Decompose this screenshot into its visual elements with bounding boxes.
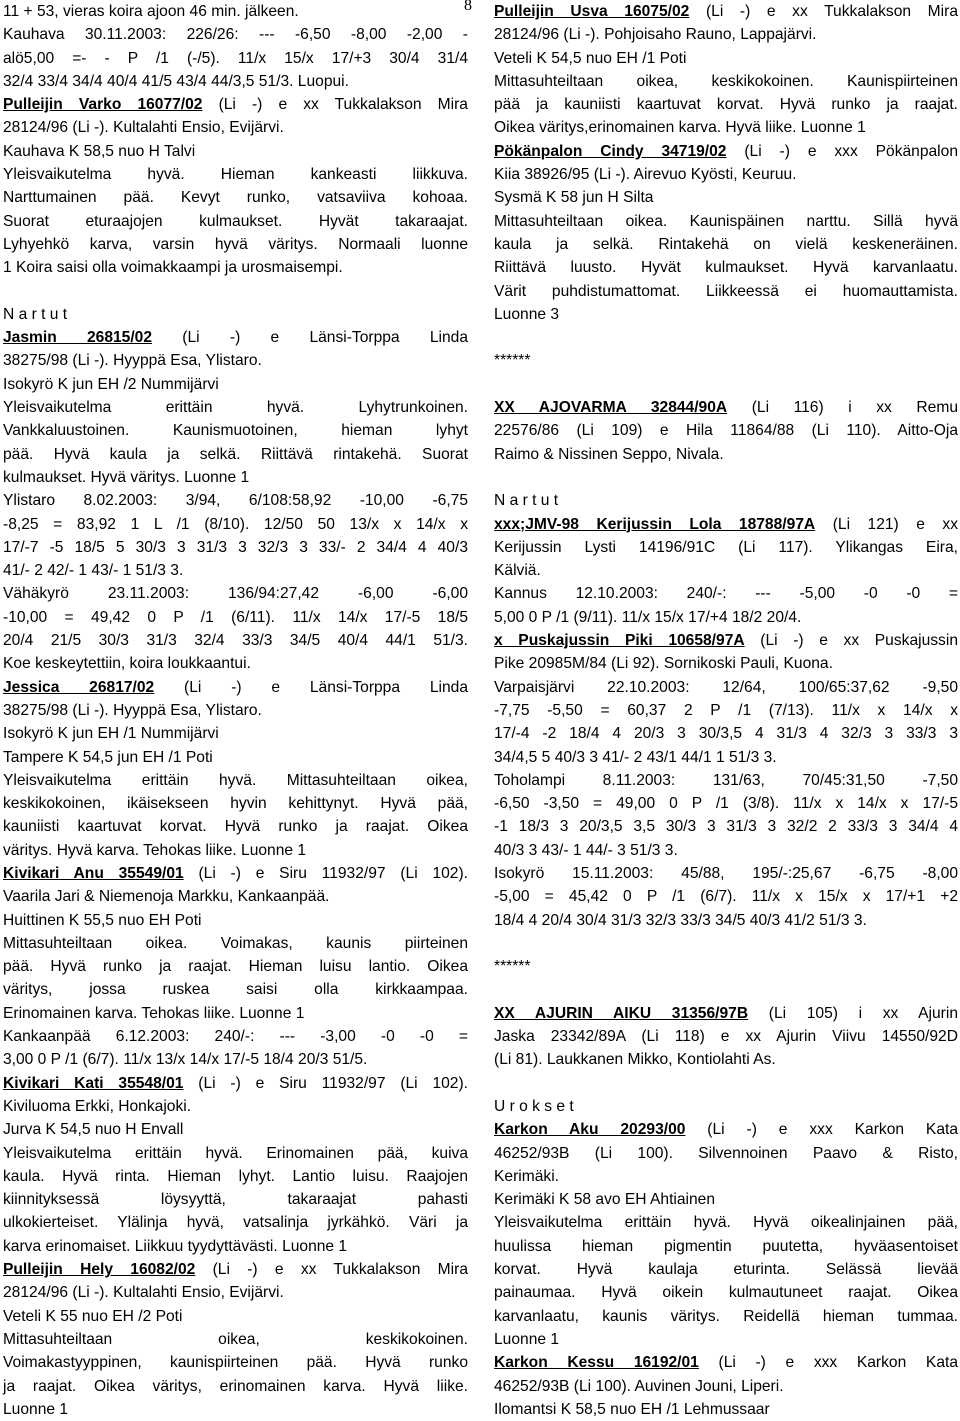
text-line: Yleisvaikutelma erittäin hyvä. Hyvä oikealinjainen pää,	[494, 1214, 958, 1232]
text-line: Erinomainen karva. Tehokas liike. Luonne 1	[3, 1004, 305, 1022]
text-line: Mittasuhteiltaan oikea, keskikokoinen.	[3, 1330, 468, 1348]
text-line	[494, 629, 958, 652]
dog-details: (Li -) e Länsi-Torppa Linda	[154, 678, 468, 696]
text-line: 17/-7 -5 18/5 5 30/3 3 31/3 3 32/3 3 33/- 2 34/4 4 40/3	[3, 538, 468, 556]
text-line: väritys, jossa ruskea saisi olla kirkkaampaa.	[3, 981, 468, 999]
text-line: ******	[494, 352, 531, 370]
dog-name: x Puskajussin Piki 10658/97A	[494, 632, 745, 650]
text-line: väritys. Hyvä karva. Tehokas liike. Luonne 1	[3, 841, 307, 859]
text-line: pää. Hyvä kaula ja selkä. Riittävä rintakehä. Suorat	[3, 445, 468, 463]
dog-name: XX AJOVARMA 32844/90A	[494, 399, 728, 417]
text-line: Oikea väritys,erinomainen karva. Hyvä liike. Luonne 1	[494, 119, 866, 137]
text-line: -7,75 -5,50 = 60,37 2 P /1 (7/13). 11/x x 14/x x	[494, 701, 958, 719]
blank-line	[494, 978, 958, 1001]
page-number: 8	[464, 0, 472, 14]
text-line: Huittinen K 55,5 nuo EH Poti	[3, 911, 202, 929]
text-line: Varpaisjärvi 22.10.2003: 12/64, 100/65:37,62 -9,50	[494, 678, 958, 696]
dog-details: (Li 116) i xx Remu	[727, 399, 958, 417]
text-line: -10,00 = 49,42 0 P /1 (6/11). 11/x 14/x 17/-5 18/5	[3, 608, 468, 626]
text-line: Riittävä luusto. Hyvät kulmaukset. Hyvä karvanlaatu.	[494, 259, 958, 277]
text-line: 32/4 33/4 34/4 40/4 41/5 43/4 44/3,5 51/3. Luopui.	[3, 72, 349, 90]
text-line: Vaarila Jari & Niemenoja Markku, Kankaanpää.	[3, 888, 330, 906]
text-line: Koe keskeytettiin, koira loukkaantui.	[3, 655, 251, 673]
text-line: Kankaanpää 6.12.2003: 240/-: --- -3,00 -0 -0 =	[3, 1028, 468, 1046]
text-line: 1 Koira saisi olla voimakkaampi ja urosmaisempi.	[3, 259, 343, 277]
text-line: N a r t u t	[494, 492, 559, 510]
dog-name: Kivikari Kati 35548/01	[3, 1074, 184, 1092]
text-line: 18/4 4 20/4 30/4 31/3 32/3 33/3 34/5 40/3 41/2 51/3 3.	[494, 911, 867, 929]
dog-details: (Li -) e xxx Karkon Kata	[685, 1121, 958, 1139]
text-line	[3, 1258, 468, 1281]
text-line: Vähäkyrö 23.11.2003: 136/94:27,42 -6,00 -6,00	[3, 585, 468, 603]
dog-name: Karkon Kessu 16192/01	[494, 1354, 699, 1372]
text-line: keskikokoinen, ikäisekseen hyvin kehittynyt. Hyvä pää,	[3, 795, 468, 813]
dog-details: (Li -) e xx Tukkalakson Mira	[689, 3, 958, 20]
text-line: 11 + 53, vieras koira ajoon 46 min. jälkeen.	[3, 3, 299, 20]
text-line: ulkokierteiset. Ylälinja hyvä, vatsalinja jyrkähkö. Väri ja	[3, 1214, 468, 1232]
text-line: Värit puhdistumattomat. Liikkeessä ei huomauttamista.	[494, 282, 958, 300]
text-line: 38275/98 (Li -). Hyyppä Esa, Ylistaro.	[3, 352, 262, 370]
text-line: 20/4 21/5 30/3 31/3 32/4 33/3 34/5 40/4 44/1 51/3.	[3, 632, 468, 650]
text-line: Narttumainen pää. Kevyt runko, vatsaviiva kohoaa.	[3, 189, 468, 207]
text-line: -8,25 = 83,92 1 L /1 (8/10). 12/50 50 13/x x 14/x x	[3, 515, 468, 533]
text-line	[494, 1118, 958, 1141]
dog-details: (Li 121) e xx	[815, 515, 958, 533]
text-line: 46252/93B (Li 100). Auvinen Jouni, Liperi.	[494, 1377, 784, 1395]
dog-details: (Li -) e xxx Karkon Kata	[698, 1354, 958, 1372]
text-line: Kiviluoma Erkki, Honkajoki.	[3, 1097, 192, 1115]
text-line	[494, 396, 958, 419]
dog-name: Karkon Aku 20293/00	[494, 1121, 686, 1139]
text-line: Luonne 3	[494, 305, 560, 323]
text-line: Jurva K 54,5 nuo H Envall	[3, 1121, 184, 1139]
text-line: -6,50 -3,50 = 49,00 0 P /1 (3/8). 11/x x 14/x x 17/-5	[494, 795, 958, 813]
blank-line	[494, 466, 958, 489]
text-line	[3, 676, 468, 699]
dog-name: Jasmin 26815/02	[3, 329, 153, 347]
text-line: 38275/98 (Li -). Hyyppä Esa, Ylistaro.	[3, 701, 262, 719]
text-line: N a r t u t	[3, 305, 68, 323]
text-line: 28124/96 (Li -). Kultalahti Ensio, Evijärvi.	[3, 119, 284, 137]
text-line: Ilomantsi K 58,5 nuo EH /1 Lehmussaar	[494, 1400, 770, 1418]
text-line: Kerimäki K 58 avo EH Ahtiainen	[494, 1191, 716, 1209]
text-line: Kiia 38926/95 (Li -). Airevuo Kyösti, Keuruu.	[494, 166, 797, 184]
text-line: painaumaa. Hyvä oikein kulmautuneet raajat. Oikea	[494, 1284, 958, 1302]
text-line: Toholampi 8.11.2003: 131/63, 70/45:31,50 -7,50	[494, 771, 958, 789]
text-line: Luonne 1	[3, 1400, 69, 1418]
text-line: kiinnityksessä löysyyttä, takaraajat pahasti	[3, 1191, 468, 1209]
blank-line	[494, 326, 958, 349]
text-line	[494, 1002, 958, 1025]
blank-line	[3, 280, 468, 303]
text-line: 22576/86 (Li 109) e Hila 11864/88 (Li 110). Aitto-Oja	[494, 422, 958, 440]
text-line: kaula ja selkä. Rintakehä on vielä keskeneräinen.	[494, 235, 958, 253]
text-line: Suorat eturaajojen kulmaukset. Hyvät takaraajat.	[3, 212, 468, 230]
text-line: Yleisvaikutelma hyvä. Hieman kankeasti liikkuva.	[3, 166, 468, 184]
text-line: 17/-4 -2 18/4 4 20/3 3 30/3,5 4 31/3 4 32/3 3 33/3 3	[494, 725, 958, 743]
text-line: Mittasuhteiltaan oikea. Kaunispäinen narttu. Sillä hyvä	[494, 212, 958, 230]
text-line: 34/4,5 5 40/3 3 41/- 2 43/1 44/1 1 51/3 3.	[494, 748, 777, 766]
dog-details: (Li -) e Siru 11932/97 (Li 102).	[183, 1074, 468, 1092]
text-line	[3, 1072, 468, 1095]
dog-name: XX AJURIN AIKU 31356/97B	[494, 1004, 749, 1022]
text-line: Voimakastyyppinen, kaunispiirteinen pää. Hyvä runko	[3, 1354, 468, 1372]
dog-name: Pulleijin Hely 16082/02	[3, 1261, 196, 1279]
text-line: Pike 20985M/84 (Li 92). Sornikoski Pauli, Kuona.	[494, 655, 833, 673]
text-line: -5,00 = 45,42 0 P /1 (6/7). 11/x x 15/x x 17/+1 +2	[494, 888, 958, 906]
text-line: Isokyrö K jun EH /2 Nummijärvi	[3, 375, 219, 393]
right-column	[494, 0, 958, 1421]
dog-name: Pulleijin Varko 16077/02	[3, 96, 203, 114]
text-line	[3, 93, 468, 116]
text-line: Yleisvaikutelma erittäin hyvä. Mittasuhteiltaan oikea,	[3, 771, 468, 789]
text-line: U r o k s e t	[494, 1097, 574, 1115]
text-line: Veteli K 54,5 nuo EH /1 Poti	[494, 49, 687, 67]
text-line	[494, 513, 958, 536]
text-line: huulissa hieman pigmentin puutetta, hyväasentoiset	[494, 1237, 958, 1255]
text-line: Kauhava K 58,5 nuo H Talvi	[3, 142, 196, 160]
text-line: alö5,00 =- - P /1 (-/5). 11/x 15/x 17/+3 30/4 31/4	[3, 49, 468, 67]
text-line: Kälviä.	[494, 562, 541, 580]
text-line: -1 18/3 3 20/3,5 3,5 30/3 3 31/3 3 32/2 2 33/3 3 34/4 4	[494, 818, 958, 836]
dog-details: (Li -) e xxx Pökänpalon	[726, 142, 958, 160]
blank-line	[494, 373, 958, 396]
text-line: 5,00 0 P /1 (9/11). 11/x 15/x 17/+4 18/2 20/4.	[494, 608, 802, 626]
dog-details: (Li -) e xx Tukkalakson Mira	[202, 96, 468, 114]
text-line: Mittasuhteiltaan oikea. Voimakas, kaunis piirteinen	[3, 934, 468, 952]
text-line: Isokyrö K jun EH /1 Nummijärvi	[3, 725, 219, 743]
text-line: pää. Hyvä runko ja raajat. Hieman luisu lantio. Oikea	[3, 958, 468, 976]
dog-details: (Li -) e Siru 11932/97 (Li 102).	[183, 864, 468, 882]
text-line: 28124/96 (Li -). Kultalahti Ensio, Evijärvi.	[3, 1284, 284, 1302]
blank-line	[494, 932, 958, 955]
text-line: 41/- 2 42/- 1 43/- 1 51/3 3.	[3, 562, 184, 580]
text-line: Luonne 1	[494, 1330, 560, 1348]
dog-name: Pulleijin Usva 16075/02	[494, 3, 690, 20]
text-line	[3, 326, 468, 349]
text-line: Kannus 12.10.2003: 240/-: --- -5,00 -0 -0 =	[494, 585, 958, 603]
text-line	[3, 862, 468, 885]
text-line	[494, 1351, 958, 1374]
text-line: Vankkaluustoinen. Kaunismuotoinen, hieman lyhyt	[3, 422, 468, 440]
dog-name: xxx;JMV-98 Kerijussin Lola 18788/97A	[494, 515, 816, 533]
text-line: Mittasuhteiltaan oikea, keskikokoinen. Kaunispiirteinen	[494, 72, 958, 90]
dog-details: (Li -) e Länsi-Torppa Linda	[152, 329, 468, 347]
text-line: Raimo & Nissinen Seppo, Nivala.	[494, 445, 724, 463]
dog-name: Jessica 26817/02	[3, 678, 155, 696]
text-line: pää ja kauniisti kaartuvat korvat. Hyvä runko ja raajat.	[494, 96, 958, 114]
text-line: karva erinomaiset. Liikkuu tyydyttävästi. Luonne 1	[3, 1237, 348, 1255]
dog-details: (Li 105) i xx Ajurin	[748, 1004, 958, 1022]
blank-line	[494, 1072, 958, 1095]
dog-details: (Li -) e xx Puskajussin	[744, 632, 958, 650]
text-line: Kauhava 30.11.2003: 226/26: --- -6,50 -8,00 -2,00 -	[3, 26, 468, 44]
dog-name: Pökänpalon Cindy 34719/02	[494, 142, 727, 160]
text-line: Isokyrö 15.11.2003: 45/88, 195/-:25,67 -6,75 -8,00	[494, 864, 958, 882]
text-line: Sysmä K 58 jun H Silta	[494, 189, 654, 207]
text-line: (Li 81). Laukkanen Mikko, Kontiolahti As.	[494, 1051, 776, 1069]
text-line: Ylistaro 8.02.2003: 3/94, 6/108:58,92 -10,00 -6,75	[3, 492, 468, 510]
text-line: Yleisvaikutelma erittäin hyvä. Lyhytrunkoinen.	[3, 399, 468, 417]
text-line: Yleisvaikutelma erittäin hyvä. Erinomainen pää, kuiva	[3, 1144, 468, 1162]
text-line	[494, 140, 958, 163]
text-line: kulmaukset. Hyvä väritys. Luonne 1	[3, 468, 250, 486]
text-line: 3,00 0 P /1 (6/7). 11/x 13/x 14/x 17/-5 18/4 20/3 51/5.	[3, 1051, 368, 1069]
left-column	[3, 0, 468, 1421]
text-line: Tampere K 54,5 jun EH /1 Poti	[3, 748, 213, 766]
text-line: Lyhyehkö karva, varsin hyvä väritys. Normaali luonne	[3, 235, 468, 253]
text-line: ja raajat. Oikea väritys, erinomainen karva. Hyvä liike.	[3, 1377, 468, 1395]
text-line: karvanlaatu, kaunis väritys. Reidellä hieman tummaa.	[494, 1307, 958, 1325]
dog-details: (Li -) e xx Tukkalakson Mira	[195, 1261, 468, 1279]
text-line: ******	[494, 958, 531, 976]
dog-name: Kivikari Anu 35549/01	[3, 864, 184, 882]
text-line: Veteli K 55 nuo EH /2 Poti	[3, 1307, 183, 1325]
text-line: Kerijussin Lysti 14196/91C (Li 117). Ylikangas Eira,	[494, 538, 958, 556]
text-line: 46252/93B (Li 100). Silvennoinen Paavo & Risto,	[494, 1144, 958, 1162]
text-line: korvat. Hyvä kaulaja eturinta. Selässä lievää	[494, 1261, 958, 1279]
text-line: Kerimäki.	[494, 1167, 559, 1185]
text-line: Jaska 23342/89A (Li 118) e xx Ajurin Viivu 14550/92D	[494, 1028, 958, 1046]
text-line: 28124/96 (Li -). Pohjoisaho Rauno, Lappajärvi.	[494, 26, 817, 44]
text-line: kaula. Hyvä rinta. Hieman lyhyt. Lantio luisu. Raajojen	[3, 1167, 468, 1185]
text-line: 40/3 3 43/- 1 44/- 3 51/3 3.	[494, 841, 678, 859]
text-line: kauniisti kaartuvat korvat. Hyvä runko ja raajat. Oikea	[3, 818, 468, 836]
text-line	[494, 0, 958, 23]
